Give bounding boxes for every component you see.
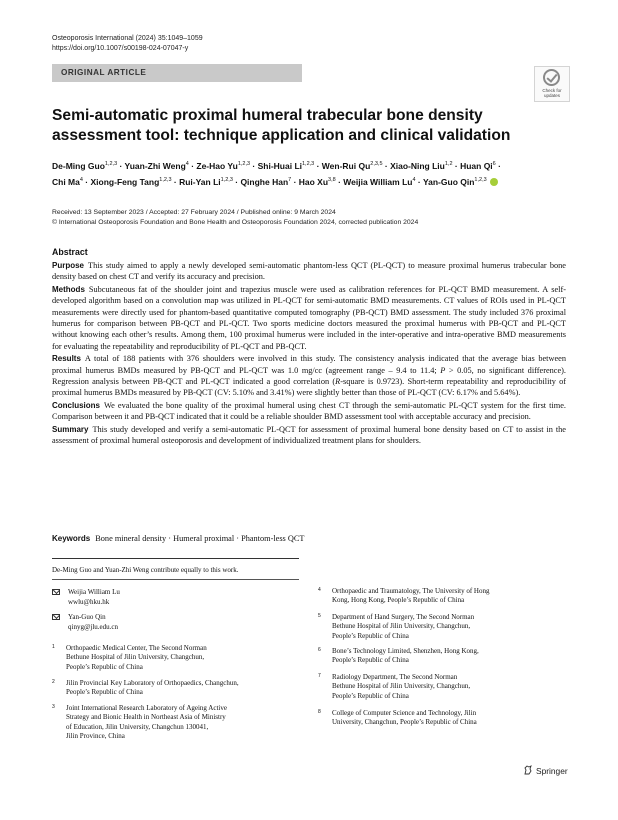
contact-divider [52,579,299,580]
author[interactable]: Weijia William Lu$^4$ [343,177,416,187]
orcid-icon[interactable] [490,178,498,186]
publication-dates: Received: 13 September 2023 / Accepted: 27 February 2024 / Published online: 9 March 2024 [52,209,336,216]
article-page: Osteoporosis International (2024) 35:1049–1059 https://doi.org/10.1007/s00198-024-07047-y ORIGINAL ARTICLE Check for updates Semi-automatic proximal humeral trabecular bone density assessment tool: technique application and clinical validation De-Ming Guo$^{1,2,3}$ · Yuan-Zhi Weng$^4$ · Ze-Hao Yu$^{1,2,3}$ · Shi-Huai Li$^{1,2,3}$ · Wen-Rui Qu$^{2,3,5}$ · Xiao-Ning Liu$^{1,2}$ · Huan $Qi^6$ · Chi $Ma^4$ · Xiong-Feng Tang$^{1,2,3}$ · Rui-Yan Li$^{1,2,3}$ · Qinghe Han$^7$ · Hao Xu$^{3,8}$ · Weijia William $Lu^4 \cdot Yan-Guo$ Qin$^{1,2,3}$ Received: 13 September 2023 / Accepted: 27 February 2024 / Published online: 9 March 2024 © International Osteoporosis Foundation and Bone Health and Osteoporosis Foundation 2024, corrected publication 2024 Abstract Purpose This study aimed to apply a newly developed semi-automatic phantom-less QCT (PL-QCT) to measure proximal humerus trabecular bone density based on chest CT and verify its accuracy and precision. Methods Subcutaneous fat of the shoulder joint and trapezius muscle were used as calibration references for PL-QCT BMD measurement. A self-developed algorithm based on a convolution map was utilized in PL-QCT for semi-automatic BMD measurements. CT values of ROIs used in PL-QCT measurements were directly used for phantom-based quantitative computed tomography (PB-QCT) BMD assessment. The study included 376 proximal humerus for comparison between PB-QCT and PL-QCT. Two sports medicine doctors measured the proximal humerus with PB-QCT and PL-QCT without knowing each other’s results. Among them, 100 proximal humerus were included in the inter-operative and intra-operative BMD measurements for evaluating the repeatability and reproducibility of PL-QCT and PB-QCT. Results A total of 188 patients with 376 shoulders were involved in this study. The consistency analysis indicated that the average bias between proximal humerus BMDs measured by PB-QCT and PL-QCT was 1.0 mg/cc (agreement range – 9.4 to 11.4; P > 0.05, no significant difference). Regression analysis between PB-QCT and PL-QCT indicated a good correlation (R-square is 0.9723). Short-term repeatability and reproducibility of proximal humerus BMDs measured by PB-QCT (CV: 5.10% and 3.41%) were slightly better than those of PL-QCT (CV: 6.17% and 5.64%). Conclusions We evaluated the bone quality of the proximal humeral using chest CT through the semi-automatic PL-QCT system for the first time. Comparison between it and PB-QCT indicated that it could be a reliable shoulder BMD assessment tool with acceptable accuracy and precision. Summary This study developed and verify a semi-automatic PL-QCT for assessment of proximal humeral bone density based on CT to assist in the assessment of proximal humeral osteoporosis and development of individualized treatment plans for shoulders. Keywords Bone mineral density · Humeral proximal · Phantom-less QCT De-Ming Guo and Yuan-Zhi Weng contribute equally to this work. Weijia William Lu wwlu@hku.hk Yan-Guo Qin qinyg@jlu.edu.cn 1 Orthopaedic Medical Center, The Second Norman Bethune Hospital of Jilin University, Changchun, People’s Republic of China 2 Jilin Provincial Key Laboratory of Orthopaedics, Changchun, People’s Republic of China 3 Joint International Research Laboratory of Ageing Active Strategy and Bionic Health in Northeast Asia of Ministry of Education, Jilin University, Changchun 130041, Jilin Province, China 4 Orthopaedic and Traumatology, The University of Hong Kong, Hong Kong, People’s Republic of China 5 Department of Hand Surgery, The Second Norman Bethune Hospital of Jilin University, Changchun, People’s Republic of China 6 Bone’s Technology Limited, Shenzhen, Hong Kong, People’s Republic of China 7 Radiology Department, The Second Norman Bethune Hospital of Jilin University, Changchun, People’s Republic of China 8 College of Computer Science and Technology, Jilin University, Changchun, People’s Republic of China Springer [0,0,618,820]
abstract-methods: Methods Subcutaneous fat of the shoulder joint and trapezius muscle were used as calibration references for PL-QCT BMD measurement. A self-developed algorithm based on a convolution map was utilized in PL-QCT for semi-automatic BMD measurements. CT values of ROIs used in PL-QCT measurements were directly used for phantom-based quantitative computed tomography (PB-QCT) BMD assessment. The study included 376 proximal humerus for comparison between PB-QCT and PL-QCT. Two sports medicine doctors measured the proximal humerus with PB-QCT and PL-QCT without knowing each other’s results. Among them, 100 proximal humerus were included in the inter-operative and intra-operative BMD measurements for evaluating the repeatability and reproducibility of PL-QCT and PB-QCT. [52,284,566,351]
author[interactable]: Ze-Hao Yu$^{1,2,3}$ [196,161,251,171]
check-updates-icon [543,69,560,86]
article-type-banner [52,64,302,82]
author[interactable]: Wen-Rui Qu$^{2,3,5}$ [321,161,383,171]
article-title-line-2: assessment tool: technique application and clinical validation [52,127,511,144]
author[interactable]: Xiao-Ning Liu$^{1,2}$ [390,161,453,171]
author[interactable]: De-Ming Guo$^{1,2,3}$ [52,161,118,171]
abstract-results: Results A total of 188 patients with 376 shoulders were involved in this study. The consistency analysis indicated that the average bias between proximal humerus BMDs measured by PB-QCT and PL-QCT was 1.0 mg/cc (agreement range – 9.4 to 11.4; P > 0.05, no significant difference). Regression analysis between PB-QCT and PL-QCT indicated a good correlation (R-square is 0.9723). Short-term repeatability and reproducibility of proximal humerus BMDs measured by PB-QCT (CV: 5.10% and 3.41%) were slightly better than those of PL-QCT (CV: 6.17% and 5.64%). [52,354,567,398]
author[interactable]: Hao Xu$^{3,8}$ [298,177,336,187]
publisher-logo [523,765,568,776]
author[interactable]: Qinghe Han$^7$ [240,177,292,187]
article-title-line-1: Semi-automatic proximal humeral trabecular bone density [52,107,483,124]
abstract-conclusions: Conclusions We evaluated the bone quality of the proximal humeral using chest CT through the semi-automatic PL-QCT system for the first time. Comparison between it and PB-QCT indicated that it could be a reliable shoulder BMD assessment tool with acceptable accuracy and precision. [52,400,566,422]
publisher-name: Springer [536,766,568,776]
abstract-heading: Abstract [52,247,88,257]
author[interactable]: Chi Ma$^4$ [52,177,83,187]
check-updates-label: Check for updates [542,88,562,98]
doi-link[interactable]: https://doi.org/10.1007/s00198-024-07047-y [52,45,189,52]
envelope-icon [52,589,60,595]
check-for-updates-button[interactable] [534,66,570,102]
author[interactable]: Shi-Huai Li$^{1,2,3}$ [257,161,315,171]
keywords: Keywords Bone mineral density · Humeral proximal · Phantom-less QCT [52,534,305,543]
author[interactable]: Rui-Yan Li$^{1,2,3}$ [179,177,233,187]
contact-email[interactable]: wwlu@hku.hk [68,597,110,606]
contact-email[interactable]: qinyg@jlu.edu.cn [68,622,118,631]
contact-name: Weijia William Lu [68,588,120,596]
author-list: De-Ming Guo$^{1,2,3}$ · Yuan-Zhi Weng$^4$ · Ze-Hao Yu$^{1,2,3}$ · Shi-Huai Li$^{1,2,3}$ · Wen-Rui Qu$^{2,3,5}$ · Xiao-Ning Liu$^{1,2}$ · Huan $Qi^6$ · Chi $Ma^4$ · Xiong-Feng Tang$^{1,2,3}$ · Rui-Yan Li$^{1,2,3}$ · Qinghe Han$^7$ · Hao Xu$^{3,8}$ · Weijia William $Lu^4 \cdot Yan-Guo$ Qin$^{1,2,3}$ [52,161,501,187]
contact-name: Yan-Guo Qin [68,613,106,621]
article-title [52,106,572,146]
envelope-icon [52,614,60,620]
author[interactable]: Yan-Guo Qin$^{1,2,3}$ [422,177,487,187]
footnote-divider [52,558,299,559]
author[interactable]: Yuan-Zhi Weng$^4$ [124,161,189,171]
abstract-summary: Summary This study developed and verify a semi-automatic PL-QCT for assessment of proximal humeral bone density based on CT to assist in the assessment of proximal humeral osteoporosis and development of individualized treatment plans for shoulders. [52,424,566,446]
equal-contribution-note: De-Ming Guo and Yuan-Zhi Weng contribute equally to this work. [52,566,239,574]
abstract-purpose: Purpose This study aimed to apply a newly developed semi-automatic phantom-less QCT (PL-QCT) to measure proximal humerus trabecular bone density based on chest CT and verify its accuracy and precision. [52,261,566,282]
author[interactable]: Xiong-Feng Tang$^{1,2,3}$ [90,177,172,187]
journal-citation: Osteoporosis International (2024) 35:1049–1059 [52,35,203,42]
copyright-notice: © International Osteoporosis Foundation and Bone Health and Osteoporosis Foundation 2024, corrected publication 2024 [52,219,419,226]
author[interactable]: Huan Qi$^6$ [460,161,496,171]
springer-horse-icon [523,765,533,775]
abstract-body [52,260,566,448]
article-type-label: ORIGINAL ARTICLE [61,68,147,77]
